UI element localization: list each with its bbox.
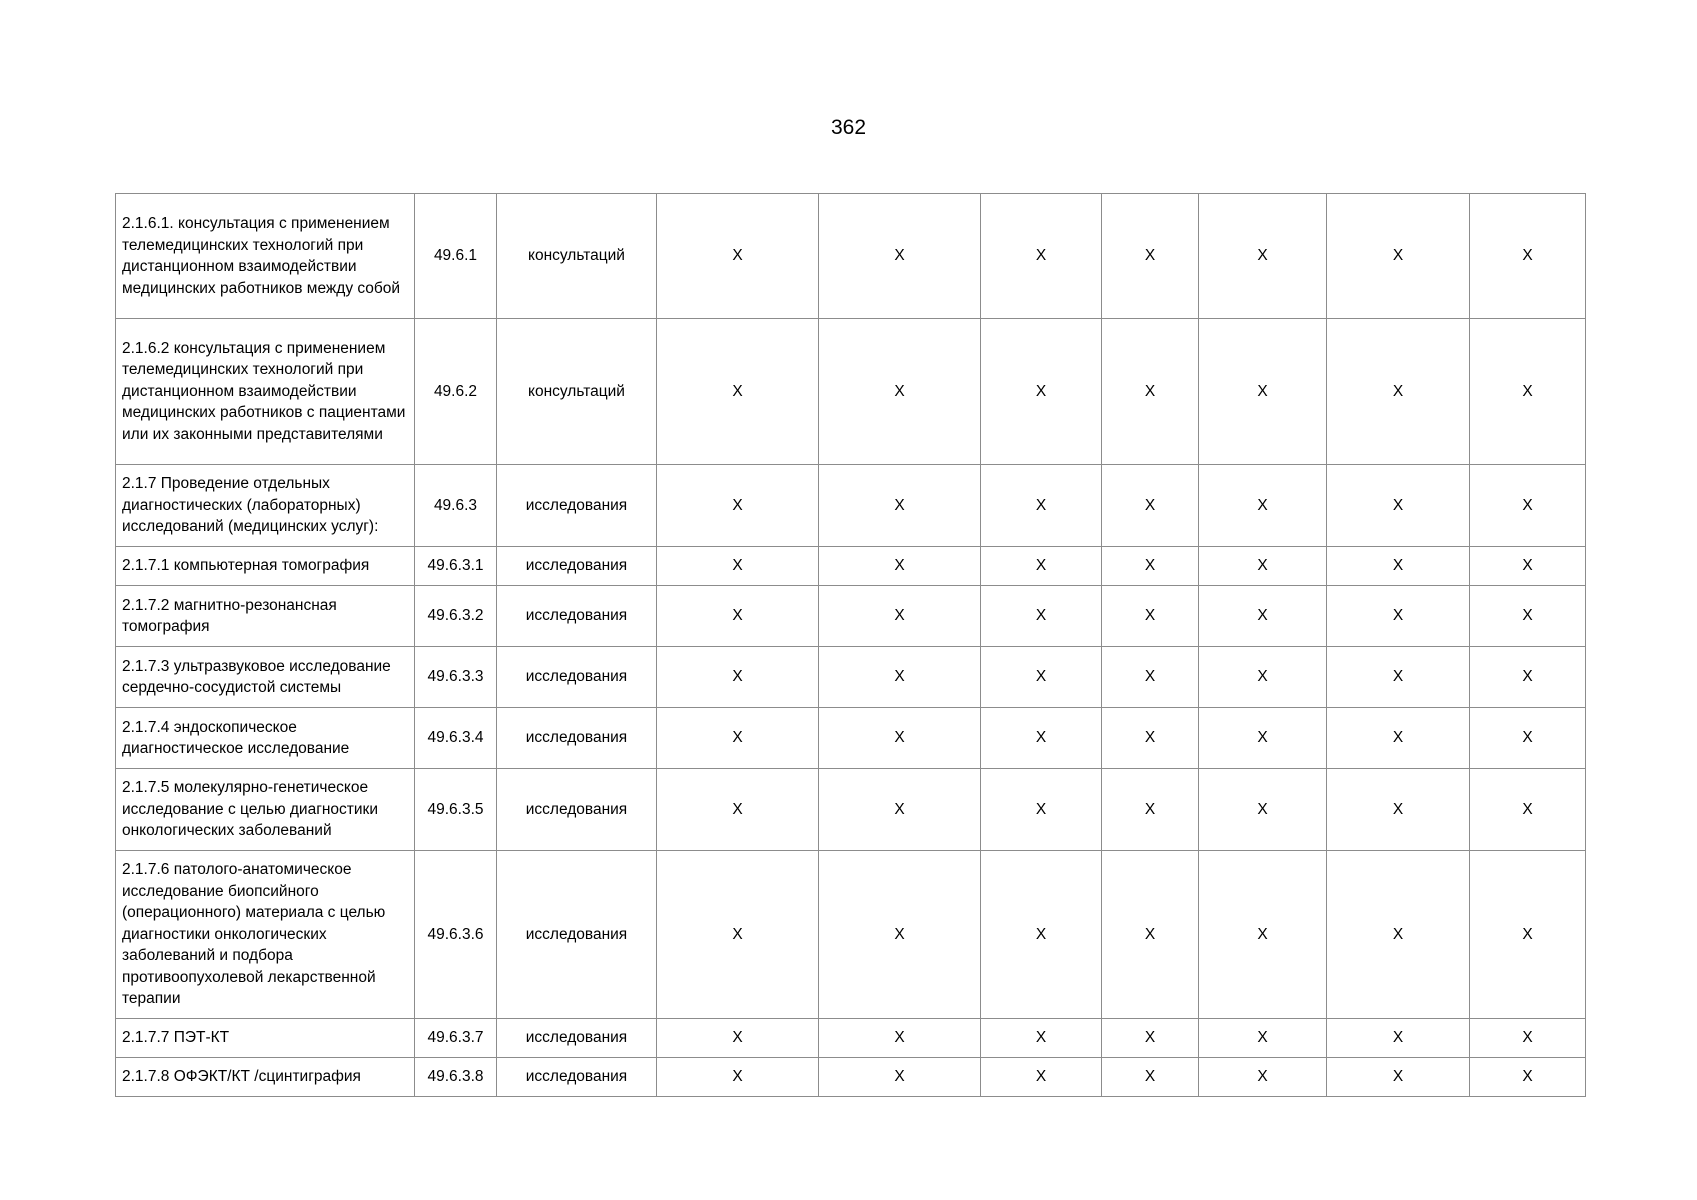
value-cell: Х [819,586,981,647]
table-row [116,708,1586,769]
code-cell: 49.6.3.5 [415,769,497,851]
value-cell: Х [1470,1058,1586,1097]
value-cell: Х [819,708,981,769]
table-row [116,465,1586,547]
value-cell: Х [1470,194,1586,319]
table-row [116,1019,1586,1058]
value-cell: Х [1199,708,1327,769]
unit-cell: исследования [497,769,657,851]
service-name-cell: 2.1.7.1 компьютерная томография [116,547,415,586]
unit-cell: исследования [497,465,657,547]
unit-cell: консультаций [497,194,657,319]
table-row [116,194,1586,319]
unit-cell: исследования [497,1058,657,1097]
value-cell: Х [1327,708,1470,769]
data-table [115,193,1586,1097]
value-cell: Х [1199,647,1327,708]
value-cell: Х [981,1058,1102,1097]
value-cell: Х [1199,547,1327,586]
value-cell: Х [1327,647,1470,708]
value-cell: Х [1470,769,1586,851]
code-cell: 49.6.2 [415,319,497,465]
service-name-cell: 2.1.7.2 магнитно-резонансная томография [116,586,415,647]
code-cell: 49.6.3.6 [415,851,497,1019]
value-cell: Х [657,547,819,586]
value-cell: Х [1470,708,1586,769]
value-cell: Х [1470,1019,1586,1058]
value-cell: Х [657,647,819,708]
unit-cell: исследования [497,547,657,586]
value-cell: Х [657,319,819,465]
service-name-cell: 2.1.7.4 эндоскопическое диагностическое исследование [116,708,415,769]
value-cell: Х [657,1058,819,1097]
value-cell: Х [981,547,1102,586]
value-cell: Х [981,586,1102,647]
value-cell: Х [1327,1019,1470,1058]
value-cell: Х [1327,465,1470,547]
table-row [116,769,1586,851]
code-cell: 49.6.1 [415,194,497,319]
value-cell: Х [819,851,981,1019]
code-cell: 49.6.3.2 [415,586,497,647]
service-name-cell: 2.1.7.8 ОФЭКТ/КТ /сцинтиграфия [116,1058,415,1097]
value-cell: Х [1470,547,1586,586]
value-cell: Х [1199,319,1327,465]
value-cell: Х [819,319,981,465]
value-cell: Х [1199,1019,1327,1058]
value-cell: Х [1327,319,1470,465]
value-cell: Х [981,647,1102,708]
value-cell: Х [1102,586,1199,647]
value-cell: Х [657,1019,819,1058]
unit-cell: консультаций [497,319,657,465]
unit-cell: исследования [497,586,657,647]
value-cell: Х [657,586,819,647]
value-cell: Х [1199,465,1327,547]
value-cell: Х [819,465,981,547]
service-name-cell: 2.1.7.3 ультразвуковое исследование сердечно-сосудистой системы [116,647,415,708]
value-cell: Х [981,319,1102,465]
value-cell: Х [1102,1058,1199,1097]
value-cell: Х [1470,647,1586,708]
value-cell: Х [657,851,819,1019]
value-cell: Х [1102,547,1199,586]
value-cell: Х [657,194,819,319]
value-cell: Х [1199,851,1327,1019]
service-name-cell: 2.1.6.1. консультация с применением телемедицинских технологий при дистанционном взаимодействии медицинских работников между собой [116,194,415,319]
value-cell: Х [819,1058,981,1097]
table-body [116,194,1586,1097]
table-row [116,851,1586,1019]
value-cell: Х [981,194,1102,319]
value-cell: Х [819,769,981,851]
value-cell: Х [1327,194,1470,319]
value-cell: Х [1199,586,1327,647]
value-cell: Х [1199,769,1327,851]
service-name-cell: 2.1.7 Проведение отдельных диагностических (лабораторных) исследований (медицинских услуг): [116,465,415,547]
table-row [116,547,1586,586]
table-row [116,1058,1586,1097]
unit-cell: исследования [497,851,657,1019]
value-cell: Х [1102,1019,1199,1058]
page-number: 362 [830,116,867,139]
value-cell: Х [819,1019,981,1058]
code-cell: 49.6.3.4 [415,708,497,769]
value-cell: Х [1102,851,1199,1019]
value-cell: Х [1327,851,1470,1019]
code-cell: 49.6.3.8 [415,1058,497,1097]
value-cell: Х [657,769,819,851]
value-cell: Х [819,647,981,708]
code-cell: 49.6.3 [415,465,497,547]
value-cell: Х [1327,586,1470,647]
value-cell: Х [1470,586,1586,647]
code-cell: 49.6.3.7 [415,1019,497,1058]
service-name-cell: 2.1.6.2 консультация с применением телемедицинских технологий при дистанционном взаимодействии медицинских работников с пациентами или их законными представителями [116,319,415,465]
code-cell: 49.6.3.1 [415,547,497,586]
value-cell: Х [1199,194,1327,319]
value-cell: Х [1102,465,1199,547]
value-cell: Х [1102,647,1199,708]
value-cell: Х [1327,547,1470,586]
value-cell: Х [1470,319,1586,465]
value-cell: Х [1102,708,1199,769]
code-cell: 49.6.3.3 [415,647,497,708]
value-cell: Х [981,1019,1102,1058]
value-cell: Х [819,194,981,319]
value-cell: Х [657,465,819,547]
value-cell: Х [981,708,1102,769]
table-row [116,647,1586,708]
unit-cell: исследования [497,647,657,708]
value-cell: Х [657,708,819,769]
unit-cell: исследования [497,1019,657,1058]
value-cell: Х [1102,769,1199,851]
value-cell: Х [981,465,1102,547]
value-cell: Х [1327,1058,1470,1097]
table-row [116,586,1586,647]
value-cell: Х [1470,851,1586,1019]
value-cell: Х [819,547,981,586]
service-name-cell: 2.1.7.7 ПЭТ-КТ [116,1019,415,1058]
value-cell: Х [1199,1058,1327,1097]
service-name-cell: 2.1.7.6 патолого-анатомическое исследование биопсийного (операционного) материала с целью диагностики онкологических заболеваний и подбора противоопухолевой лекарственной терапии [116,851,415,1019]
value-cell: Х [1327,769,1470,851]
unit-cell: исследования [497,708,657,769]
value-cell: Х [981,851,1102,1019]
value-cell: Х [1102,319,1199,465]
value-cell: Х [1102,194,1199,319]
service-name-cell: 2.1.7.5 молекулярно-генетическое исследование с целью диагностики онкологических заболеваний [116,769,415,851]
table-row [116,319,1586,465]
value-cell: Х [981,769,1102,851]
value-cell: Х [1470,465,1586,547]
